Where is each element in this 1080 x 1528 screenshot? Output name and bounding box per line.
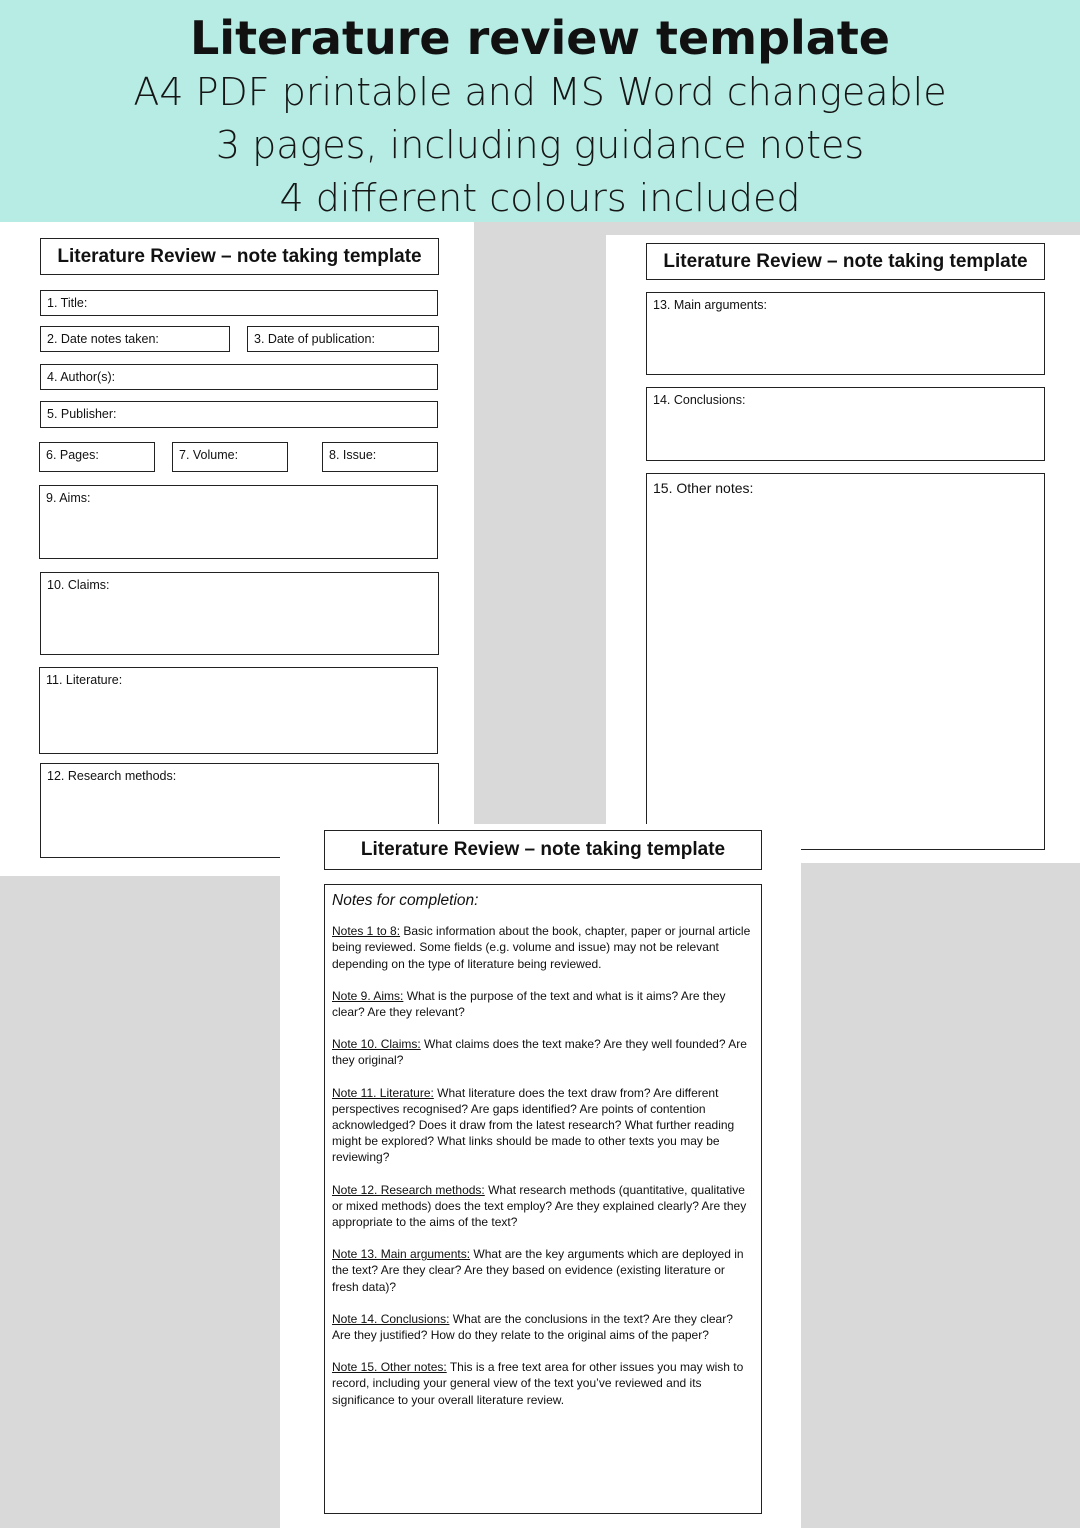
note-label: Note 10. Claims: [332,1037,421,1052]
field-date-of-publication: 3. Date of publication: [247,326,439,352]
field-issue: 8. Issue: [322,442,438,472]
note-10 [332,1036,754,1068]
template-page-3 [280,824,801,1528]
note-1-8 [332,923,754,972]
note-14 [332,1311,754,1343]
note-label: Note 15. Other notes: [332,1360,447,1375]
field-claims: 10. Claims: [40,572,439,655]
note-text: What research methods (quantitative, qualitative or mixed methods) does the text employ? Are they explained clearly? Are they appropriate to the aims of the text? [332,1182,747,1230]
note-label: Note 12. Research methods: [332,1182,485,1197]
note-label: Notes 1 to 8: [332,924,401,939]
field-research-methods: 12. Research methods: [40,763,439,858]
note-label: Note 9. Aims: [332,988,404,1003]
banner-line-colours: 4 different colours included [279,176,801,220]
note-9 [332,988,754,1020]
note-text: What claims does the text make? Are they well founded? Are they original? [332,1037,747,1068]
template-page-2 [606,235,1080,863]
template-page-1 [0,222,474,876]
banner-title: Literature review template [189,11,891,65]
field-main-arguments: 13. Main arguments: [646,292,1045,375]
completion-notes-box [324,884,762,1514]
field-pages: 6. Pages: [39,442,155,472]
header-banner [0,0,1080,222]
field-other-notes: 15. Other notes: [646,473,1045,850]
banner-line-format: A4 PDF printable and MS Word changeable [133,70,947,114]
note-label: Note 14. Conclusions: [332,1311,450,1326]
note-text: What is the purpose of the text and what is it aims? Are they clear? Are they relevant? [332,988,726,1020]
note-13 [332,1246,754,1295]
note-text: What are the conclusions in the text? Are they clear? Are they justified? How do they relate to the original aims of the paper? [332,1311,733,1343]
note-11 [332,1085,754,1166]
note-text: What are the key arguments which are deployed in the text? Are they clear? Are they based on evidence (existing literature or fresh data)? [332,1247,744,1294]
note-15 [332,1359,754,1408]
banner-line-pages: 3 pages, including guidance notes [215,123,865,167]
note-text: This is a free text area for other issues you may wish to record, including your general view of the text you’ve reviewed and its significance to your overall literature review. [332,1360,744,1407]
field-volume: 7. Volume: [172,442,288,472]
page-2-title: Literature Review – note taking template [646,243,1045,280]
note-12 [332,1182,754,1231]
field-title: 1. Title: [40,290,438,316]
page-1-title: Literature Review – note taking template [40,238,439,275]
field-literature: 11. Literature: [39,667,438,754]
note-text: Basic information about the book, chapter, paper or journal article being reviewed. Some fields (e.g. volume and issue) may not be relevant depending on the type of literature being reviewed. [332,924,751,971]
field-conclusions: 14. Conclusions: [646,387,1045,461]
note-label: Note 13. Main arguments: [332,1247,471,1262]
field-publisher: 5. Publisher: [40,401,438,428]
note-label: Note 11. Literature: [332,1085,434,1100]
notes-heading: Notes for completion: [332,892,479,909]
field-authors: 4. Author(s): [40,364,438,390]
field-date-notes-taken: 2. Date notes taken: [40,326,230,352]
page-3-title: Literature Review – note taking template [324,830,762,870]
note-text: What literature does the text draw from? Are different perspectives recognised? Are gaps identified? Are points of contention acknowledged? Does it draw from the latest research? What further reading might be explored? What links should be made to other texts you may be reviewing? [332,1085,735,1165]
field-aims: 9. Aims: [39,485,438,559]
